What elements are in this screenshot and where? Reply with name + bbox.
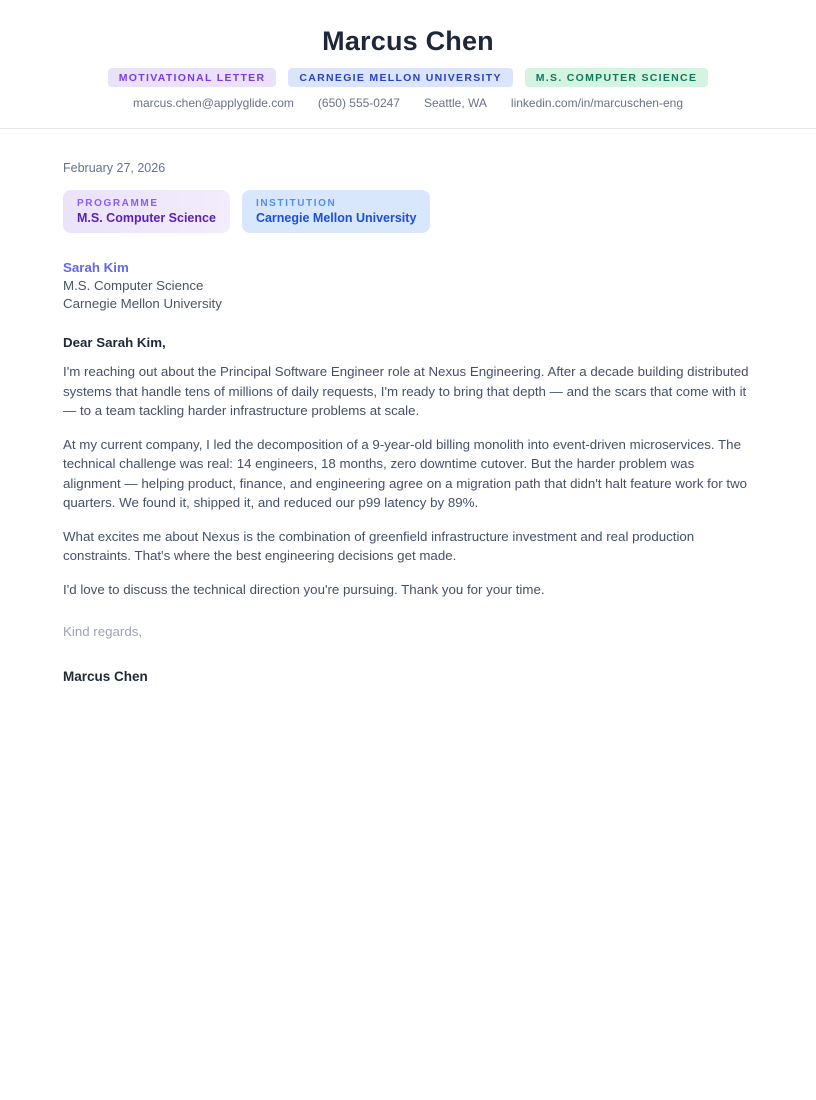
recipient-programme: M.S. Computer Science bbox=[63, 278, 204, 293]
letter-header bbox=[0, 0, 816, 129]
letter-signature: Marcus Chen bbox=[63, 669, 148, 684]
programme-card-label: PROGRAMME bbox=[77, 198, 159, 209]
page-title: Marcus Chen bbox=[322, 26, 494, 56]
institution-card bbox=[242, 190, 430, 233]
letter-greeting: Dear Sarah Kim, bbox=[63, 335, 166, 350]
letter-paragraph-4: I'd love to discuss the technical direction you're pursuing. Thank you for your time. bbox=[63, 581, 545, 597]
info-card-row bbox=[63, 190, 753, 233]
recipient-name-link[interactable]: Sarah Kim bbox=[63, 260, 129, 275]
badge-university: CARNEGIE MELLON UNIVERSITY bbox=[288, 68, 512, 87]
contact-row bbox=[0, 96, 816, 110]
letter-date: February 27, 2026 bbox=[63, 161, 166, 175]
contact-phone: (650) 555-0247 bbox=[317, 96, 400, 110]
programme-card-value: M.S. Computer Science bbox=[77, 211, 216, 225]
institution-card-value: Carnegie Mellon University bbox=[255, 211, 417, 225]
recipient-block bbox=[63, 259, 753, 313]
programme-card bbox=[63, 190, 230, 233]
badge-programme: M.S. COMPUTER SCIENCE bbox=[525, 68, 708, 87]
badge-row bbox=[0, 68, 816, 87]
contact-linkedin: linkedin.com/in/marcuschen-eng bbox=[510, 96, 683, 110]
institution-card-label: INSTITUTION bbox=[255, 198, 337, 209]
letter-paragraph-3: What excites me about Nexus is the combination of greenfield infrastructure investment and real production constraints. That's where the best engineering decisions get made. bbox=[63, 528, 695, 563]
recipient-institution: Carnegie Mellon University bbox=[63, 296, 222, 311]
letter-paragraph-2: At my current company, I led the decomposition of a 9-year-old billing monolith into event-driven microservices. The technical challenge was real: 14 engineers, 18 months, zero downtime cutover. But the harder problem was alignment — helping product, finance, and engineering agree on a migration path that didn't halt feature work for two quarters. We found it, shipped it, and reduced our p99 latency by 89%. bbox=[63, 436, 748, 510]
contact-email: marcus.chen@applyglide.com bbox=[133, 96, 294, 110]
badge-motivational-letter: MOTIVATIONAL LETTER bbox=[108, 68, 277, 87]
letter-content bbox=[63, 129, 753, 684]
contact-location: Seattle, WA bbox=[423, 96, 487, 110]
letter-closing: Kind regards, bbox=[63, 624, 143, 639]
letter-paragraph-1: I'm reaching out about the Principal Software Engineer role at Nexus Engineering. After a decade building distributed systems that handle tens of millions of daily requests, I'm ready to bring that depth — and the scars that come with it — to a team tackling harder infrastructure problems at scale. bbox=[63, 364, 749, 418]
